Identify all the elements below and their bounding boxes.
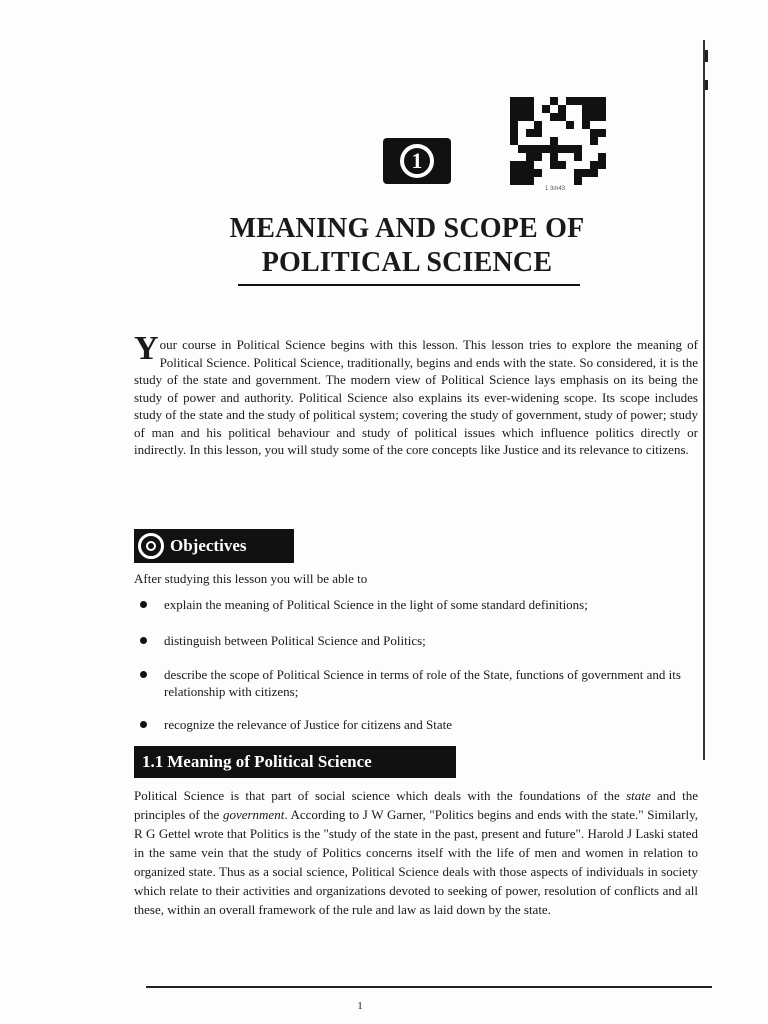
bullet-icon (140, 721, 147, 728)
emphasis-state: state (626, 788, 651, 803)
bullet-icon (140, 671, 147, 678)
objectives-lead: After studying this lesson you will be able to (134, 571, 368, 586)
section-number: 1.1 (142, 752, 164, 771)
section-paragraph: Political Science is that part of social science which deals with the foundations of the state and the principles of the government. According to J W Garner, "Politics begins and ends with the state." Similarly, R G Gettel wrote that Politics is the "study of the state in the past, present and future". Harold J Laski stated in the same vein that the study of Politics concerns itself with the life of men and women in relation to organized state. Thus as a social science, Political Science deals with those aspects of individuals in society which relate to their activities and organizations devoted to seeking of power, resolution of conflicts and all these, within an overall framework of the rule and law as laid down by the state. (134, 788, 698, 917)
chapter-number: 1 (400, 144, 434, 178)
edge-mark-bottom (705, 80, 708, 90)
objectives-heading: Objectives (170, 536, 247, 555)
qr-caption: 1 3m43 (545, 186, 566, 192)
section-banner (134, 746, 456, 778)
title-underline (238, 284, 580, 286)
chapter-number-badge (383, 138, 451, 184)
intro-text: our course in Political Science begins with this lesson. This lesson tries to explore the meaning of Political Science. Political Science, traditionally, begins and ends with the state. So considered, it is the study of the state and government. The modern view of Political Science lays emphasis on its being the study of power and authority. Political Science also explains its ever-widening scope. Its scope includes study of the state and the study of political system; covering the study of government, study of power; study of man and his political behaviour and study of political issues which influence politics directly or indirectly. In this lesson, you will study some of the core concepts like Justice and its relevance to citizens. (134, 337, 698, 457)
section-heading: Meaning of Political Science (167, 752, 372, 771)
emphasis-government: government (222, 807, 285, 822)
target-icon (138, 533, 164, 559)
chapter-title-line1: MEANING AND SCOPE OF (229, 213, 585, 244)
intro-paragraph (134, 330, 698, 459)
objectives-banner (134, 529, 294, 563)
objectives-list (134, 596, 700, 733)
list-item: describe the scope of Political Science in terms of role of the State, functions of government and its relationship with citizens; (134, 666, 700, 700)
list-item: distinguish between Political Science and Politics; (134, 632, 700, 649)
edge-mark-top (705, 50, 708, 62)
footer-rule (146, 986, 712, 988)
page-edge-line (703, 40, 705, 760)
chapter-title-line2: POLITICAL SCIENCE (261, 247, 553, 278)
list-item: explain the meaning of Political Science in the light of some standard definitions; (134, 596, 700, 613)
page-number: 1 (357, 1000, 363, 1012)
list-item: recognize the relevance of Justice for citizens and State (134, 716, 700, 733)
bullet-icon (140, 637, 147, 644)
chapter-title (150, 212, 664, 280)
intro-dropcap: Y (134, 330, 159, 367)
bullet-icon (140, 601, 147, 608)
qr-code (510, 97, 606, 185)
